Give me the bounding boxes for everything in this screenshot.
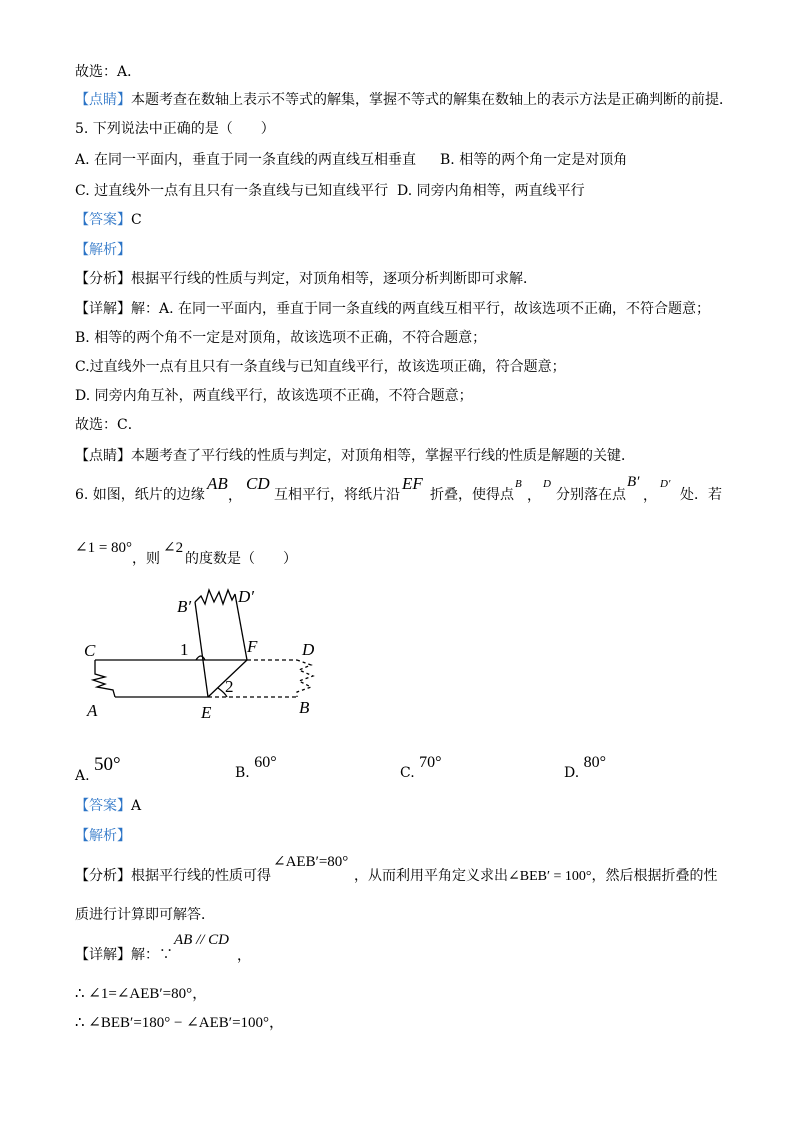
- q6-angle2: ∠2: [163, 540, 184, 556]
- answer-line: 故选：A．: [75, 64, 142, 80]
- opt-letter: A.: [75, 768, 90, 784]
- q6-answer-line: [75, 796, 141, 816]
- opt-value: 70°: [419, 754, 442, 771]
- q5-comment: [75, 446, 635, 466]
- q6-stem-7: 的度数是（ ）: [185, 551, 297, 567]
- fenxi-text: 根据平行线的性质与判定，对顶角相等，逐项分析判断即可求解．: [131, 271, 537, 287]
- answer-value: A: [131, 798, 142, 814]
- fenxi-text-2a: ，从而利用平角定义求出: [354, 868, 508, 884]
- q6-step-1: ∴ ∠1=∠AEB′=80°，: [75, 986, 208, 1002]
- fenxi-text-2: [354, 866, 718, 887]
- answer-tag: 【答案】: [75, 212, 131, 228]
- q5-option-d: D. 同旁内角相等，两直线平行: [397, 183, 585, 199]
- left-torn-edge: [93, 660, 115, 697]
- answer-value: C: [131, 212, 142, 228]
- xiangjie-text: 解：∵: [131, 947, 173, 963]
- comment-text: 本题考查了平行线的性质与判定，对顶角相等，掌握平行线的性质是解题的关键．: [131, 448, 635, 464]
- label-b-prime: B′: [177, 597, 192, 616]
- q6-xiangjie: [75, 945, 173, 965]
- q5-xiangjie: [75, 299, 710, 319]
- xiangjie-tag: 【详解】: [75, 301, 131, 317]
- xiangjie-text: 解：A. 在同一平面内，垂直于同一条直线的两直线互相平行，故该选项不正确，不符合题意；: [131, 301, 711, 317]
- label-d: D: [302, 640, 315, 659]
- analysis-tag: 【解析】: [75, 828, 131, 844]
- opt-letter: C.: [400, 765, 415, 781]
- dashed-edges: [208, 660, 297, 697]
- comment-text: 本题考查在数轴上表示不等式的解集，掌握不等式的解集在数轴上的表示方法是正确判断的前提．: [131, 92, 733, 108]
- q6-comma-3: ，: [643, 488, 657, 504]
- label-a: A: [87, 701, 98, 720]
- analysis-tag: 【解析】: [75, 242, 131, 258]
- q6-stem-1: 6. 如图，纸片的边缘: [75, 487, 205, 503]
- label-e: E: [201, 703, 212, 720]
- q6-math-cd: CD: [246, 474, 270, 493]
- q5-line-b: B. 相等的两个角不一定是对顶角，故该选项不正确，不符合题意；: [75, 330, 487, 346]
- fenxi-text-1: 根据平行线的性质可得: [131, 868, 271, 884]
- q6-fenxi: [75, 866, 271, 886]
- xiangjie-tag: 【详解】: [75, 947, 131, 963]
- q6-math-ef: EF: [402, 474, 423, 493]
- q5-stem: 5. 下列说法中正确的是（ ）: [75, 121, 275, 137]
- opt-value: 60°: [254, 754, 277, 771]
- dashed-torn-edge: [297, 660, 313, 697]
- label-c: C: [84, 641, 96, 660]
- edge-eb-prime: [195, 602, 208, 697]
- comment-tag: 【点睛】: [75, 92, 131, 108]
- q6-step-2: ∴ ∠BEB′=180° − ∠AEB′=100°，: [75, 1015, 285, 1031]
- top-torn-edge: [195, 590, 235, 604]
- q5-line-d: D. 同旁内角互补，两直线平行，故该选项不正确，不符合题意；: [75, 388, 473, 404]
- comment-tag: 【点睛】: [75, 448, 131, 464]
- q5-choose: 故选：C．: [75, 417, 142, 433]
- label-b: B: [299, 698, 310, 717]
- opt-value: 80°: [583, 754, 607, 771]
- fenxi-math-2: ∠BEB′ = 100°: [508, 869, 592, 884]
- q6-stem-3: 折叠，使得点: [430, 487, 514, 503]
- q6-math-dp: D′: [660, 478, 671, 490]
- q5-option-b: B. 相等的两个角一定是对顶角: [440, 152, 628, 168]
- q6-option-d: [564, 754, 607, 781]
- q5-option-a: A. 在同一平面内，垂直于同一条直线的两直线互相垂直: [75, 152, 417, 168]
- q6-stem-5: 处．若: [680, 487, 722, 503]
- fenxi-tag: 【分析】: [75, 271, 131, 287]
- q6-math-b: B: [515, 478, 522, 490]
- fenxi-continue: 质进行计算即可解答．: [75, 907, 215, 923]
- q5-fenxi: [75, 269, 537, 289]
- figure-lines: [93, 590, 313, 697]
- q6-math-d: D: [543, 478, 551, 490]
- q6-math-ab: AB: [207, 474, 228, 493]
- q5-option-c: C. 过直线外一点有且只有一条直线与已知直线平行: [75, 183, 389, 199]
- q5-answer-line: [75, 210, 142, 230]
- q6-option-b: [235, 754, 277, 781]
- comment-line: [75, 90, 733, 110]
- opt-letter: B.: [235, 765, 250, 781]
- label-f: F: [247, 637, 258, 656]
- xiangjie-comma: ，: [237, 948, 251, 964]
- q6-stem-6: ，则: [132, 551, 160, 567]
- q6-stem-4: 分别落在点: [556, 487, 626, 503]
- label-d-prime: D′: [238, 587, 254, 606]
- opt-letter: D.: [564, 765, 580, 781]
- folding-figure: [75, 580, 335, 720]
- q6-comma: ，: [228, 488, 242, 504]
- q6-angle1: ∠1 = 80°: [75, 540, 133, 556]
- fenxi-text-3: ，然后根据折叠的性: [591, 868, 718, 884]
- q6-stem-2: 互相平行，将纸片沿: [274, 487, 400, 503]
- xiangjie-math: AB // CD: [174, 932, 229, 948]
- answer-tag: 【答案】: [75, 798, 131, 814]
- q5-line-c: C.过直线外一点有且只有一条直线与已知直线平行，故该选项正确，符合题意；: [75, 359, 566, 375]
- opt-value: 50°: [94, 754, 121, 775]
- q6-comma-2: ，: [527, 488, 541, 504]
- fenxi-tag: 【分析】: [75, 868, 131, 884]
- label-angle-2: 2: [225, 677, 234, 696]
- fenxi-math-1: ∠AEB′=80°: [273, 854, 349, 870]
- q6-option-c: [400, 754, 442, 781]
- q6-option-a: [75, 754, 121, 784]
- label-angle-1: 1: [180, 640, 189, 659]
- q6-math-bp: B′: [627, 474, 640, 490]
